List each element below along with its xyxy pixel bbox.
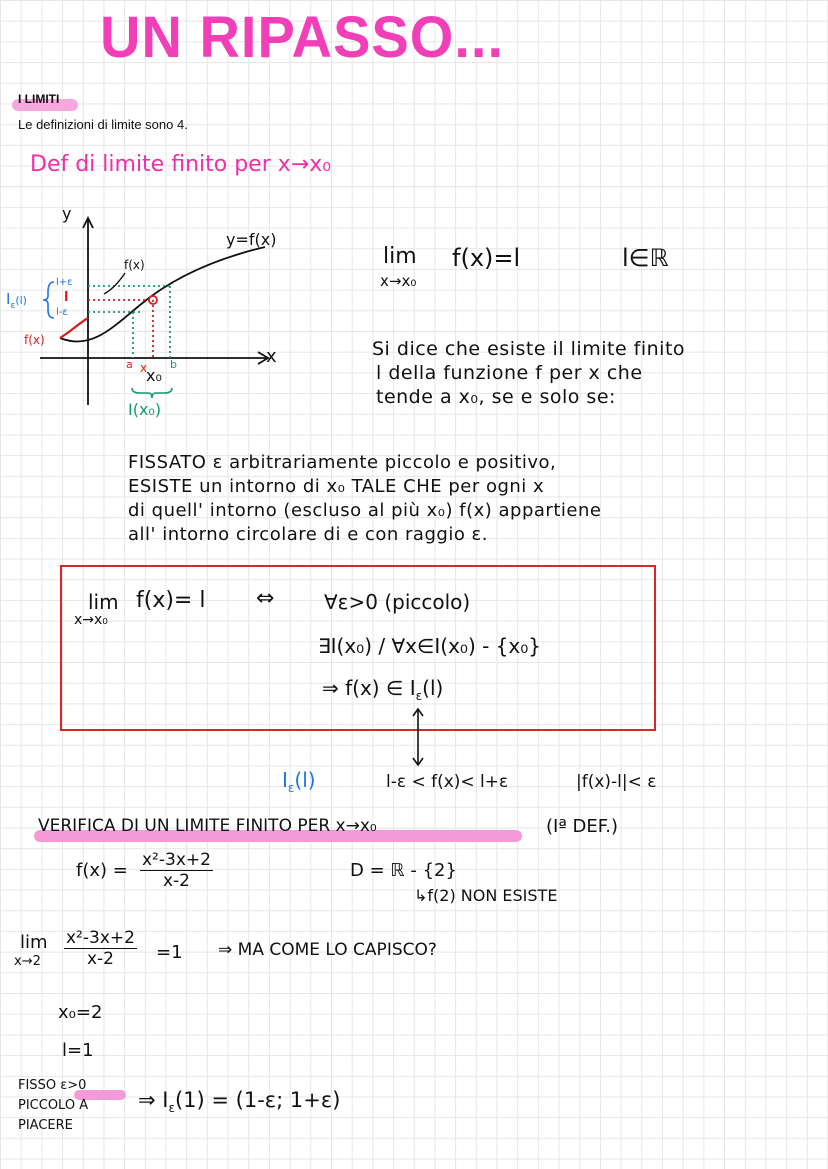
fisso-label-3: PIACERE [18, 1118, 73, 1133]
interval-label: $I_\varepsilon(l)$ [6, 290, 27, 311]
limit-set: l∈ℝ [622, 244, 669, 272]
box-line-2: ∃I(x₀) / ∀x∈I(x₀) - {x₀} [318, 634, 541, 658]
inequality-1: l-ε < f(x)< l+ε [386, 772, 509, 792]
fx-arrow [104, 273, 125, 294]
fixed-line-4: all' intorno circolare di e con raggio ε. [128, 524, 489, 545]
f-numerator: x²-3x+2 [142, 850, 211, 870]
box-line-3: ⇒ f(x) ∈ $I_\varepsilon(l)$ [322, 676, 444, 703]
interval-equiv: $I_\varepsilon(l)$ [282, 768, 316, 795]
fx-arrow-label: f(x) [124, 258, 145, 272]
fixed-line-2: ESISTE un intorno di x₀ TALE CHE per ogni x [128, 476, 545, 497]
box-iff: ⇔ [256, 586, 275, 611]
ex-lim-numerator: x²-3x+2 [66, 928, 135, 948]
x-axis-label: x [266, 346, 277, 367]
y-axis-label: y [62, 204, 72, 223]
box-under: x→x₀ [74, 612, 108, 628]
x0-value: x₀=2 [58, 1002, 103, 1023]
fx-left-label: f(x) [24, 333, 45, 347]
limit-under: x→x₀ [380, 272, 417, 290]
fixed-line-3: di quell' intorno (escluso al più x₀) f(x) appartiene [128, 500, 602, 521]
b-label: b [170, 358, 177, 371]
f-denominator: x-2 [162, 871, 190, 891]
f-lhs: f(x) = [76, 860, 128, 881]
l-plus-eps-label: l+ε [56, 277, 73, 288]
box-lim: lim [88, 590, 119, 614]
definition-line-2: l della funzione f per x che [376, 362, 643, 384]
section-intro: Le definizioni di limite sono 4. [18, 117, 188, 132]
fisso-label-2: PICCOLO A [18, 1098, 89, 1113]
domain-note: ↳f(2) NON ESISTE [414, 886, 558, 905]
fisso-label: FISSO ε>0 [18, 1078, 87, 1093]
l-label: l [64, 290, 69, 305]
limit-expr: f(x)=l [452, 244, 521, 272]
definition-line-1: Si dice che esiste il limite finito [372, 338, 686, 360]
neighborhood-label: I(x₀) [128, 400, 162, 419]
double-arrow [408, 706, 428, 768]
ex-lim: lim [20, 932, 48, 953]
box-line-1: ∀ε>0 (piccolo) [324, 590, 471, 614]
page-title: UN RIPASSO... [100, 3, 505, 70]
function-curve [60, 247, 265, 342]
definition-line-3: tende a x₀, se e solo se: [376, 386, 616, 408]
ex-lim-equals: =1 [156, 942, 183, 963]
curve-label: y=f(x) [226, 230, 277, 249]
ex-lim-denominator: x-2 [86, 949, 114, 969]
verify-heading: VERIFICA DI UN LIMITE FINITO PER x→x₀ [38, 816, 377, 836]
inequality-2: |f(x)-l|< ε [576, 772, 657, 792]
fixed-line-1: FISSATO ε arbitrariamente piccolo e positivo, [128, 452, 557, 473]
x-label: x [140, 361, 148, 375]
l-minus-eps-label: l-ε [56, 307, 68, 318]
verify-tag: (Iª DEF.) [546, 816, 618, 837]
ex-lim-fraction [64, 928, 137, 969]
l-value: l=1 [62, 1040, 94, 1061]
limit-lim: lim [383, 244, 417, 269]
definition-heading: Def di limite finito per x→x₀ [30, 152, 332, 177]
curve-left-red [60, 318, 88, 338]
f-fraction [140, 850, 213, 891]
x0-label: x₀ [146, 366, 162, 385]
domain: D = ℝ - {2} [350, 860, 457, 881]
interval-brace [43, 282, 54, 318]
box-expr: f(x)= l [136, 588, 206, 613]
question: ⇒ MA COME LO CAPISCO? [218, 940, 437, 960]
result: ⇒ $I_\varepsilon(1) = (1-\varepsilon$; 1+ε) [138, 1088, 341, 1116]
a-label: a [126, 358, 133, 371]
ex-lim-under: x→2 [14, 954, 41, 969]
neighborhood-brace [132, 388, 172, 398]
section-title: I LIMITI [18, 92, 60, 106]
